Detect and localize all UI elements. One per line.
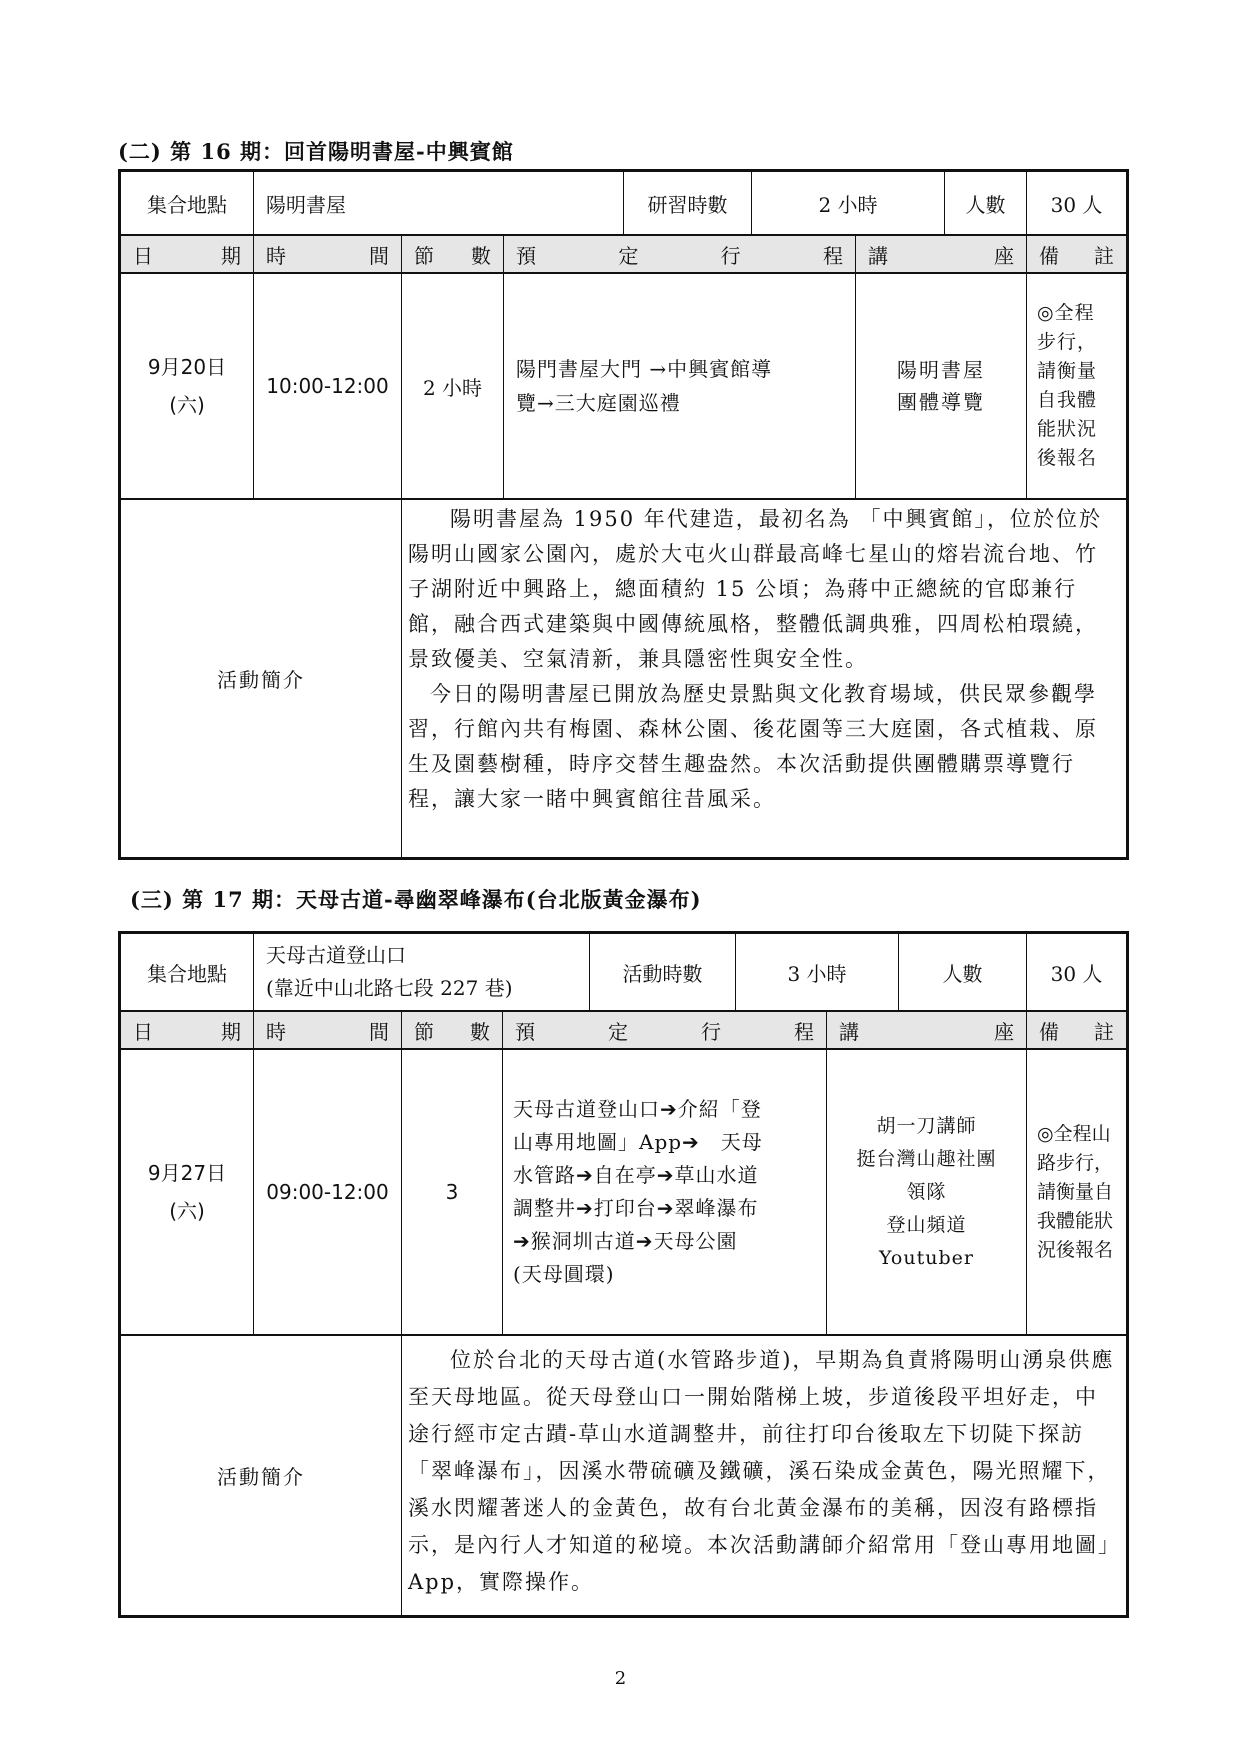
info-row	[121, 934, 1126, 1012]
people-value: 30 人	[1050, 192, 1103, 217]
meet-label: 集合地點	[121, 934, 254, 1010]
intro-text	[408, 502, 1118, 817]
col-schedule: 預 定 行 程	[504, 236, 856, 272]
meet-value: 陽明書屋	[254, 172, 624, 234]
intro-paragraph: 位於台北的天母古道(水管路步道)，早期為負責將陽明山湧泉供應至天母地區。從天母登山口一開始階梯上坡，步道後段平坦好走，中途行經市定古蹟-草山水道調整井，前往打印台後取左下切陡下探訪「翠峰瀑布」，因溪水帶硫礦及鐵礦，溪石染成金黃色，陽光照耀下，溪水閃耀著迷人的金黃色，故有台北黃金瀑布的美稱，因沒有路標指示，是內行人才知道的秘境。本次活動講師介紹常用「登山專用地圖」App，實際操作。	[408, 1348, 1115, 1594]
row-schedule: 陽門書屋大門 →中興賓館導 覽→三大庭園巡禮	[504, 274, 856, 498]
info-row	[121, 172, 1126, 236]
row-time: 10:00-12:00	[254, 274, 402, 498]
meet-value: 天母古道登山口 (靠近中山北路七段 227 巷)	[254, 934, 590, 1010]
activity-table	[118, 169, 1129, 860]
col-lecture: 講 座	[856, 236, 1027, 272]
row-lecture: 陽明書屋 團體導覽	[856, 274, 1027, 498]
table-row	[121, 1050, 1126, 1336]
col-time: 時 間	[254, 236, 402, 272]
row-schedule: 天母古道登山口➔介紹「登 山專用地圖」App➔ 天母 水管路➔自在亭➔草山水道 調整井➔打印台➔翠峰瀑布 ➔猴洞圳古道➔天母公園 (天母圓環)	[503, 1050, 827, 1334]
hours-label: 研習時數	[624, 172, 752, 234]
intro-paragraph: 陽明書屋為 1950 年代建造，最初名為 「中興賓館」，位於位於陽明山國家公園內，處於大屯火山群最高峰七星山的熔岩流台地、竹子湖附近中興路上，總面積約 15 公頃；為蔣中正總統的官邸兼行館，融合西式建築與中國傳統風格，整體低調典雅，四周松柏環繞，景致優美、空氣清新，兼具隱密性與安全性。	[408, 507, 1102, 671]
col-lecture: 講 座	[827, 1012, 1027, 1048]
intro-row	[121, 500, 1126, 857]
hours-value: 2 小時	[752, 172, 945, 234]
col-session: 節 數	[402, 1012, 503, 1048]
col-session: 節 數	[402, 236, 504, 272]
intro-label: 活動簡介	[121, 500, 402, 857]
page-number: 2	[614, 1668, 627, 1689]
intro-paragraph: 今日的陽明書屋已開放為歷史景點與文化教育場域，供民眾參觀學習，行館內共有梅園、森林公園、後花園等三大庭園，各式植栽、原生及園藝樹種，時序交替生趣盎然。本次活動提供團體購票導覽行程，讓大家一睹中興賓館往昔風采。	[408, 682, 1098, 811]
column-header-row	[121, 236, 1126, 274]
intro-text	[408, 1342, 1118, 1601]
col-date: 日 期	[121, 1012, 254, 1048]
col-note: 備 註	[1039, 1019, 1114, 1044]
people-label: 人數	[945, 172, 1027, 234]
row-date: 9月20日 (六)	[121, 274, 254, 498]
people-label: 人數	[899, 934, 1027, 1010]
row-date: 9月27日 (六)	[121, 1050, 254, 1334]
col-time: 時 間	[254, 1012, 402, 1048]
intro-label: 活動簡介	[121, 1336, 402, 1615]
hours-label: 活動時數	[590, 934, 736, 1010]
row-session: 3	[402, 1050, 503, 1334]
hours-value: 3 小時	[736, 934, 899, 1010]
section-title: (三) 第 17 期：天母古道-尋幽翠峰瀑布(台北版黃金瀑布)	[130, 887, 702, 912]
row-note: ◎全程 步行， 請衡量 自我體 能狀況 後報名	[1037, 302, 1098, 469]
column-header-row	[121, 1012, 1126, 1050]
col-note: 備 註	[1039, 243, 1114, 268]
activity-table	[118, 931, 1129, 1618]
section-title: (二) 第 16 期：回首陽明書屋-中興賓館	[118, 139, 514, 164]
col-date: 日 期	[121, 236, 254, 272]
intro-row	[121, 1336, 1126, 1615]
meet-label: 集合地點	[121, 172, 254, 234]
table-row	[121, 274, 1126, 500]
row-session: 2 小時	[402, 274, 504, 498]
people-value: 30 人	[1050, 961, 1103, 986]
row-note: ◎全程山 路步行， 請衡量自 我體能狀 況後報名	[1037, 1122, 1114, 1261]
row-lecture: 胡一刀講師 挺台灣山趣社團 領隊 登山頻道 Youtuber	[827, 1050, 1027, 1334]
row-time: 09:00-12:00	[254, 1050, 402, 1334]
col-schedule: 預 定 行 程	[503, 1012, 827, 1048]
